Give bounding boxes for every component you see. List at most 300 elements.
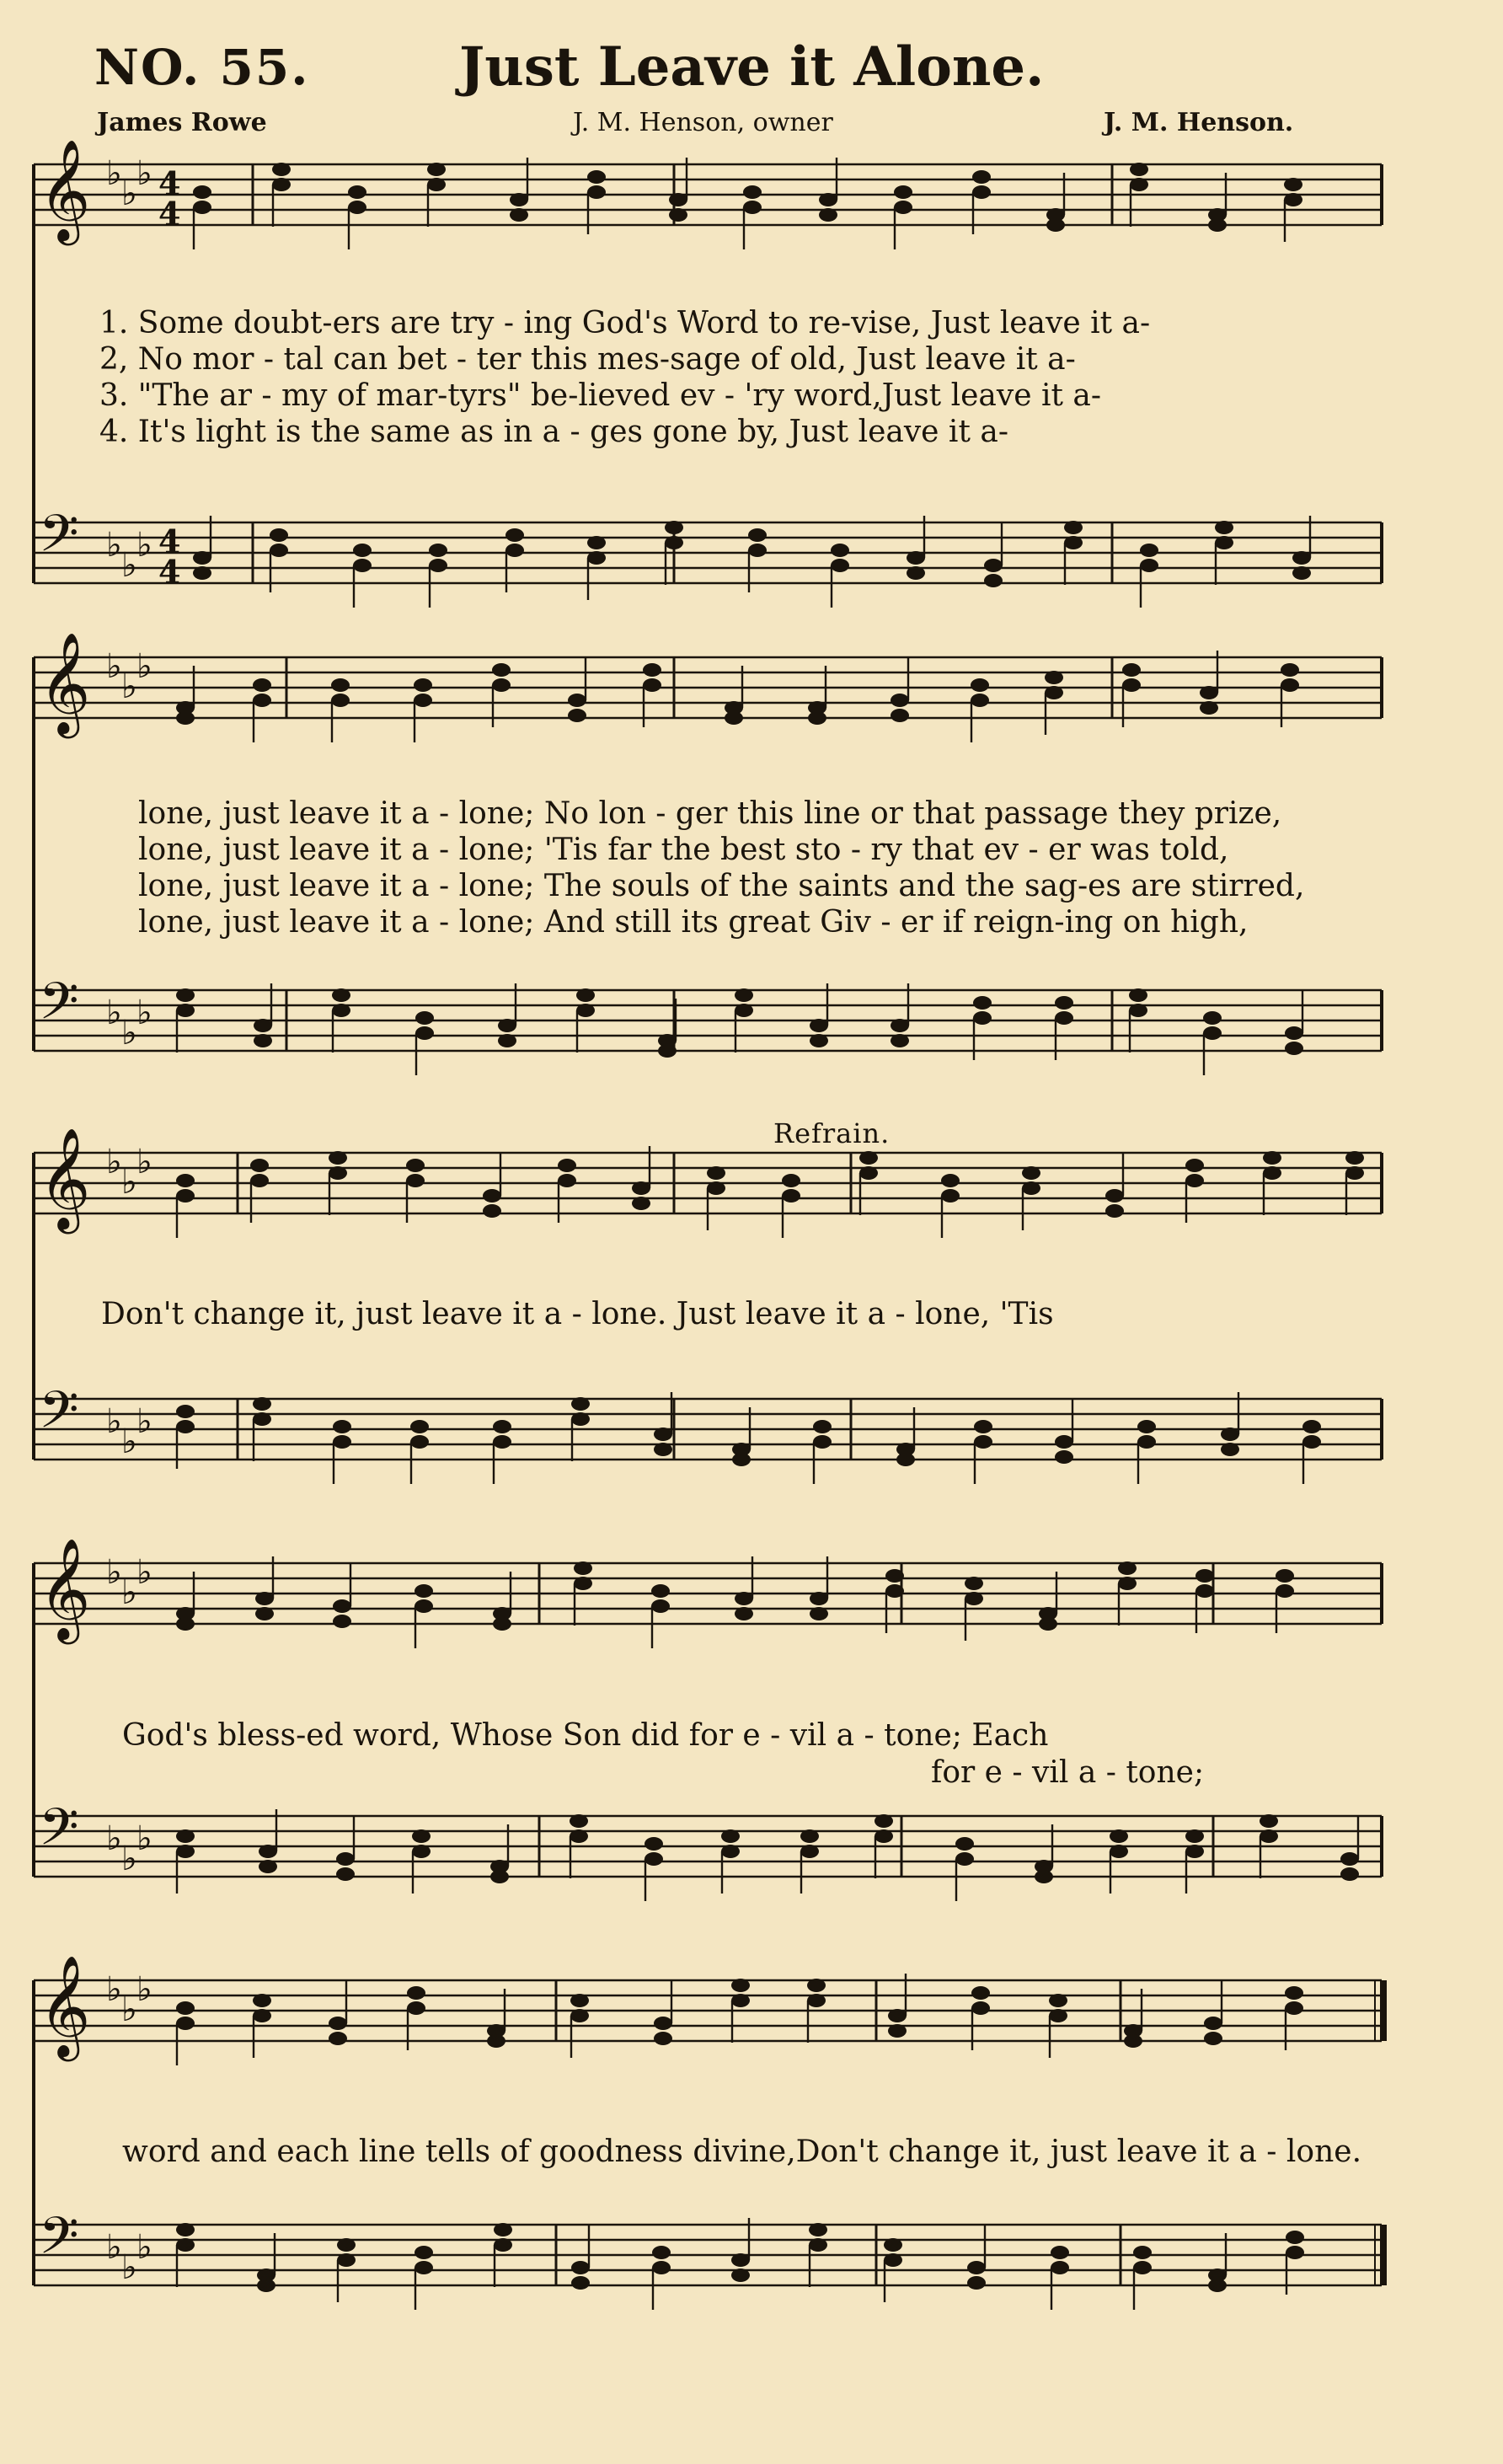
- refrain-line-3: word and each line tells of goodness divine,Don't change it, just leave it a - lone.: [122, 2135, 1362, 2169]
- note-head: [587, 185, 606, 199]
- note-head: [831, 559, 849, 572]
- time-signature: 4: [158, 522, 181, 560]
- flat-sign: ♭: [106, 1402, 122, 1441]
- note-head: [427, 178, 446, 191]
- note-head: [810, 1034, 828, 1047]
- note-head: [353, 544, 372, 557]
- note-head: [1276, 1584, 1294, 1598]
- note-head: [955, 1837, 974, 1851]
- note-head: [574, 1561, 592, 1575]
- note-head: [193, 566, 211, 580]
- note-head: [813, 1435, 832, 1449]
- note-head: [1284, 178, 1302, 191]
- note-head: [1140, 544, 1158, 557]
- note-head: [415, 1026, 434, 1040]
- note-head: [331, 694, 350, 707]
- note-head: [333, 1435, 351, 1449]
- note-head: [510, 208, 528, 222]
- note-head: [1200, 686, 1218, 699]
- flat-sign: ♭: [121, 1014, 137, 1053]
- note-head: [1203, 1026, 1222, 1040]
- note-head: [1133, 2246, 1152, 2259]
- note-head: [176, 1617, 195, 1631]
- note-head: [332, 988, 350, 1002]
- note-head: [721, 1829, 740, 1843]
- note-head: [176, 1405, 195, 1418]
- flat-sign: ♭: [106, 994, 122, 1032]
- note-head: [1285, 1042, 1303, 1055]
- note-head: [1045, 686, 1063, 699]
- hymn-title: Just Leave it Alone.: [459, 35, 1045, 99]
- flat-sign: ♭: [106, 1143, 122, 1181]
- note-head: [735, 1004, 753, 1017]
- note-head: [731, 1979, 750, 1992]
- note-head: [272, 178, 291, 191]
- flat-sign: ♭: [136, 1819, 152, 1858]
- note-head: [875, 1814, 893, 1828]
- note-head: [1263, 1151, 1281, 1165]
- note-head: [891, 1019, 909, 1032]
- note-head: [415, 1599, 433, 1613]
- verse-3-line-1: 3. "The ar - my of mar-tyrs" be-lieved ev - 'ry word,Just leave it a-: [99, 378, 1102, 413]
- note-head: [329, 1151, 347, 1165]
- note-head: [810, 1592, 828, 1605]
- note-head: [571, 1397, 590, 1411]
- note-head: [587, 551, 606, 565]
- time-signature: 4: [158, 553, 181, 591]
- note-head: [643, 678, 661, 692]
- flat-sign: ♭: [106, 1819, 122, 1858]
- flat-sign: ♭: [121, 174, 137, 213]
- note-head: [1055, 1450, 1073, 1464]
- final-bar-line: [1380, 2225, 1387, 2285]
- note-head: [654, 1428, 672, 1441]
- treble-clef: 𝄞: [39, 1537, 91, 1640]
- note-head: [1345, 1166, 1364, 1180]
- note-head: [735, 1607, 753, 1620]
- note-head: [333, 1420, 351, 1433]
- note-head: [1302, 1435, 1321, 1449]
- note-head: [1064, 536, 1083, 549]
- note-head: [884, 2253, 902, 2267]
- flat-sign: ♭: [106, 647, 122, 686]
- note-head: [1039, 1617, 1057, 1631]
- note-head: [807, 1979, 826, 1992]
- note-head: [253, 694, 271, 707]
- note-head: [809, 2238, 827, 2252]
- note-head: [1285, 1026, 1303, 1040]
- flat-sign: ♭: [121, 1990, 137, 2029]
- treble-clef: 𝄞: [39, 138, 91, 241]
- note-head: [348, 201, 366, 214]
- note-head: [333, 1599, 351, 1613]
- note-head: [941, 1189, 960, 1203]
- note-head: [1195, 1569, 1214, 1583]
- note-head: [725, 711, 743, 725]
- note-head: [1049, 2009, 1067, 2022]
- note-head: [570, 2009, 589, 2022]
- note-head: [176, 1004, 195, 1017]
- note-head: [971, 678, 989, 692]
- note-head: [568, 709, 586, 722]
- note-head: [429, 544, 447, 557]
- note-head: [652, 2246, 671, 2259]
- lyricist-credit: James Rowe: [97, 108, 267, 137]
- note-head: [1286, 2246, 1304, 2259]
- note-head: [1185, 1159, 1204, 1172]
- note-head: [1140, 559, 1158, 572]
- refrain-line-1: Don't change it, just leave it a - lone. Just leave it a - lone, 'Tis: [101, 1297, 1054, 1331]
- note-head: [743, 201, 762, 214]
- note-head: [955, 1852, 974, 1866]
- verse-3-line-2: lone, just leave it a - lone; The souls of the saints and the sag-es are stirred,: [138, 869, 1305, 903]
- note-head: [415, 2246, 433, 2259]
- refrain-line-2-echo: for e - vil a - tone;: [931, 1755, 1205, 1790]
- note-head: [176, 2238, 195, 2252]
- note-head: [336, 1852, 355, 1866]
- note-head: [1137, 1435, 1156, 1449]
- note-head: [255, 1607, 274, 1620]
- flat-sign: ♭: [136, 526, 152, 565]
- verse-2-line-2: lone, just leave it a - lone; 'Tis far the best sto - ry that ev - er was told,: [138, 833, 1229, 867]
- note-head: [1208, 2279, 1227, 2292]
- note-head: [1049, 1994, 1067, 2007]
- treble-clef: 𝄞: [39, 1954, 91, 2057]
- note-head: [1130, 163, 1148, 176]
- note-head: [984, 574, 1003, 587]
- note-head: [176, 1189, 195, 1203]
- note-head: [748, 544, 767, 557]
- note-head: [1051, 2246, 1069, 2259]
- flat-sign: ♭: [106, 154, 122, 193]
- note-head: [331, 678, 350, 692]
- note-head: [1129, 1004, 1147, 1017]
- flat-sign: ♭: [121, 667, 137, 706]
- note-head: [254, 1019, 272, 1032]
- note-head: [570, 1814, 588, 1828]
- bass-clef: 𝄢: [39, 1797, 79, 1870]
- flat-sign: ♭: [121, 1840, 137, 1878]
- note-head: [329, 2032, 347, 2045]
- note-head: [1118, 1561, 1137, 1575]
- note-head: [176, 1845, 195, 1858]
- note-head: [894, 185, 912, 199]
- note-head: [800, 1829, 819, 1843]
- note-head: [645, 1852, 663, 1866]
- note-head: [1292, 551, 1311, 565]
- note-head: [492, 678, 511, 692]
- note-head: [1129, 988, 1147, 1002]
- note-head: [941, 1174, 960, 1187]
- flat-sign: ♭: [121, 1573, 137, 1612]
- note-head: [654, 2017, 672, 2030]
- note-head: [859, 1166, 878, 1180]
- note-head: [576, 1004, 595, 1017]
- note-head: [885, 1584, 904, 1598]
- note-head: [1340, 1852, 1359, 1866]
- note-head: [250, 1159, 269, 1172]
- note-head: [176, 2017, 195, 2030]
- note-head: [1200, 701, 1218, 715]
- flat-sign: ♭: [136, 647, 152, 686]
- note-head: [732, 1453, 751, 1466]
- note-head: [254, 1034, 272, 1047]
- note-head: [253, 1397, 271, 1411]
- note-head: [748, 528, 767, 542]
- note-head: [570, 1994, 589, 2007]
- note-head: [967, 2276, 986, 2290]
- note-head: [410, 1435, 429, 1449]
- note-head: [645, 1837, 663, 1851]
- note-head: [574, 1577, 592, 1590]
- note-head: [587, 536, 606, 549]
- note-head: [669, 208, 687, 222]
- note-head: [353, 559, 372, 572]
- note-head: [1215, 536, 1233, 549]
- note-head: [1122, 678, 1141, 692]
- note-head: [1203, 1011, 1222, 1025]
- note-head: [888, 2024, 907, 2038]
- note-head: [884, 2238, 902, 2252]
- note-head: [967, 2261, 986, 2274]
- note-head: [665, 521, 683, 534]
- note-head: [336, 1867, 355, 1881]
- note-head: [494, 2238, 512, 2252]
- final-bar-line: [1380, 1980, 1387, 2041]
- flat-sign: ♭: [136, 154, 152, 193]
- note-head: [819, 208, 837, 222]
- note-head: [568, 694, 586, 707]
- note-head: [658, 1044, 677, 1058]
- note-head: [1185, 1845, 1204, 1858]
- note-head: [1124, 2034, 1142, 2048]
- note-head: [707, 1166, 725, 1180]
- note-head: [571, 2276, 590, 2290]
- note-head: [483, 1189, 501, 1203]
- verse-4-line-1: 4. It's light is the same as in a - ges gone by, Just leave it a-: [99, 415, 1008, 449]
- time-signature: 4: [158, 164, 181, 202]
- note-head: [643, 663, 661, 677]
- note-head: [894, 201, 912, 214]
- note-head: [1045, 671, 1063, 684]
- note-head: [1340, 1867, 1359, 1881]
- treble-clef: 𝄞: [39, 1127, 91, 1229]
- note-head: [731, 2253, 750, 2267]
- note-head: [972, 170, 991, 184]
- note-head: [253, 2009, 271, 2022]
- note-head: [1284, 193, 1302, 206]
- note-head: [651, 1599, 670, 1613]
- note-head: [735, 988, 753, 1002]
- note-head: [1260, 1829, 1278, 1843]
- note-head: [415, 2261, 433, 2274]
- note-head: [665, 536, 683, 549]
- composer-credit: J. M. Henson.: [1104, 108, 1294, 137]
- note-head: [1285, 1986, 1303, 2000]
- note-head: [669, 193, 687, 206]
- note-head: [558, 1174, 576, 1187]
- note-head: [1281, 663, 1299, 677]
- note-head: [1204, 2032, 1222, 2045]
- note-head: [259, 1860, 277, 1873]
- note-head: [859, 1151, 878, 1165]
- note-head: [819, 193, 837, 206]
- note-head: [896, 1453, 915, 1466]
- note-head: [407, 1986, 425, 2000]
- note-head: [250, 1174, 269, 1187]
- note-head: [337, 2253, 356, 2267]
- note-head: [176, 1829, 195, 1843]
- note-head: [1105, 1189, 1124, 1203]
- note-head: [965, 1592, 983, 1605]
- note-head: [253, 678, 271, 692]
- note-head: [1285, 2001, 1303, 2015]
- note-head: [1276, 1569, 1294, 1583]
- note-head: [193, 201, 211, 214]
- note-head: [1263, 1166, 1281, 1180]
- note-head: [707, 1181, 725, 1195]
- note-head: [1208, 218, 1227, 232]
- note-head: [270, 544, 288, 557]
- note-head: [494, 2223, 512, 2236]
- note-head: [971, 1986, 990, 2000]
- note-head: [176, 1174, 195, 1187]
- note-head: [973, 996, 992, 1010]
- note-head: [971, 694, 989, 707]
- note-head: [510, 193, 528, 206]
- note-head: [652, 2261, 671, 2274]
- bass-clef: 𝄢: [39, 2206, 79, 2279]
- note-head: [731, 1994, 750, 2007]
- note-head: [632, 1197, 650, 1210]
- note-head: [487, 2034, 505, 2048]
- refrain-label: Refrain.: [773, 1117, 891, 1149]
- note-head: [1122, 663, 1141, 677]
- note-head: [406, 1174, 425, 1187]
- note-head: [1022, 1166, 1040, 1180]
- note-head: [810, 1019, 828, 1032]
- note-head: [888, 2009, 907, 2022]
- flat-sign: ♭: [136, 1143, 152, 1181]
- note-head: [1185, 1829, 1204, 1843]
- note-head: [576, 988, 595, 1002]
- flat-sign: ♭: [121, 1422, 137, 1461]
- note-head: [971, 2001, 990, 2015]
- flat-sign: ♭: [106, 526, 122, 565]
- note-head: [558, 1159, 576, 1172]
- note-head: [875, 1829, 893, 1843]
- note-head: [505, 528, 524, 542]
- note-head: [1035, 1870, 1053, 1883]
- note-head: [1204, 2017, 1222, 2030]
- note-head: [809, 2223, 827, 2236]
- note-head: [498, 1034, 516, 1047]
- note-head: [782, 1189, 800, 1203]
- note-head: [407, 2001, 425, 2015]
- note-head: [406, 1159, 425, 1172]
- note-head: [176, 988, 195, 1002]
- note-head: [193, 551, 211, 565]
- note-head: [272, 163, 291, 176]
- time-signature: 4: [158, 195, 181, 233]
- note-head: [498, 1019, 516, 1032]
- bass-clef: 𝄢: [39, 504, 79, 576]
- note-head: [654, 1443, 672, 1456]
- note-head: [270, 528, 288, 542]
- flat-sign: ♭: [121, 2248, 137, 2287]
- note-head: [1215, 521, 1233, 534]
- treble-clef: 𝄞: [39, 631, 91, 734]
- note-head: [1345, 1151, 1364, 1165]
- bass-clef: 𝄢: [39, 972, 79, 1044]
- flat-sign: ♭: [136, 1553, 152, 1592]
- note-head: [974, 1420, 992, 1433]
- note-head: [414, 678, 432, 692]
- note-head: [414, 694, 432, 707]
- note-head: [891, 709, 909, 722]
- flat-sign: ♭: [106, 2228, 122, 2267]
- note-head: [571, 2261, 590, 2274]
- note-head: [831, 544, 849, 557]
- note-head: [972, 185, 991, 199]
- note-head: [808, 711, 826, 725]
- hymn-number: NO. 55.: [94, 39, 310, 96]
- note-head: [1118, 1577, 1137, 1590]
- copyright-credit: J. M. Henson, owner: [573, 108, 833, 137]
- flat-sign: ♭: [121, 1163, 137, 1202]
- note-head: [891, 694, 909, 707]
- note-head: [800, 1845, 819, 1858]
- note-head: [1260, 1814, 1278, 1828]
- refrain-line-2: God's bless-ed word, Whose Son did for e - vil a - tone; Each: [122, 1718, 1049, 1753]
- note-head: [332, 1004, 350, 1017]
- flat-sign: ♭: [136, 1970, 152, 2009]
- note-head: [1292, 566, 1311, 580]
- note-head: [1281, 678, 1299, 692]
- flat-sign: ♭: [136, 994, 152, 1032]
- verse-1-line-1: 1. Some doubt-ers are try - ing God's Word to re-vise, Just leave it a-: [99, 306, 1151, 340]
- verse-2-line-1: 2, No mor - tal can bet - ter this mes-sage of old, Just leave it a-: [99, 342, 1076, 377]
- note-head: [348, 185, 366, 199]
- note-head: [493, 1617, 511, 1631]
- flat-sign: ♭: [136, 2228, 152, 2267]
- note-head: [570, 1829, 588, 1843]
- note-head: [1302, 1420, 1321, 1433]
- note-head: [632, 1181, 650, 1195]
- verse-1-line-2: lone, just leave it a - lone; No lon - ger this line or that passage they prize,: [138, 796, 1282, 831]
- note-head: [973, 1011, 992, 1025]
- note-head: [1110, 1829, 1128, 1843]
- note-head: [1110, 1845, 1128, 1858]
- verse-4-line-2: lone, just leave it a - lone; And still its great Giv - er if reign-ing on high,: [138, 905, 1249, 940]
- note-head: [1130, 178, 1148, 191]
- note-head: [807, 1994, 826, 2007]
- note-head: [810, 1607, 828, 1620]
- note-head: [259, 1845, 277, 1858]
- note-head: [735, 1592, 753, 1605]
- note-head: [974, 1435, 992, 1449]
- note-head: [410, 1420, 429, 1433]
- note-head: [1133, 2261, 1152, 2274]
- note-head: [412, 1845, 431, 1858]
- note-head: [176, 1420, 195, 1433]
- note-head: [984, 559, 1003, 572]
- note-head: [427, 163, 446, 176]
- note-head: [1055, 1435, 1073, 1449]
- note-head: [654, 2032, 672, 2045]
- note-head: [176, 2001, 195, 2015]
- note-head: [651, 1584, 670, 1598]
